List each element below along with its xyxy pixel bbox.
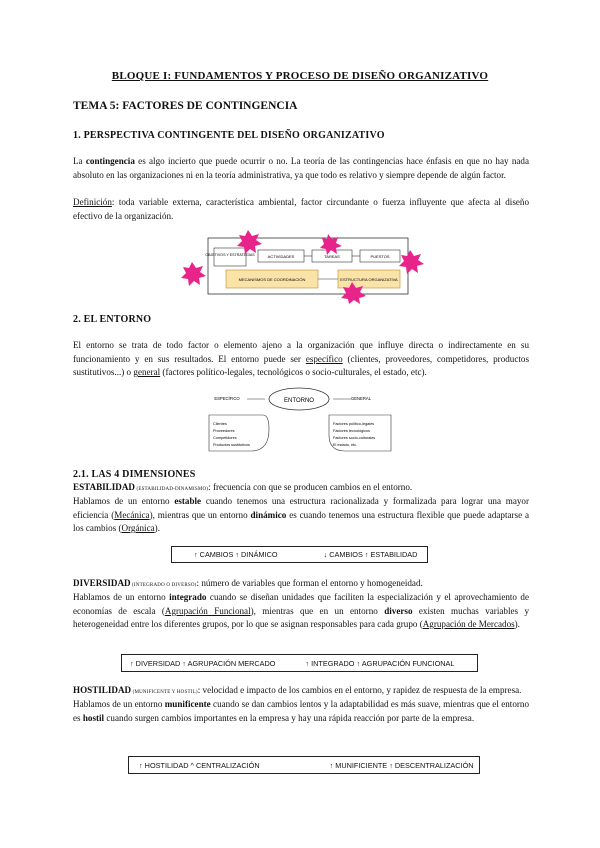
coordination-label: MECANISMOS DE COORDINACIÓN	[238, 277, 306, 282]
hostility-paragraph: Hablamos de un entorno munificente cuando se dan cambios lentos y la adaptabilidad es más suave, mientras que el entorno es hostil cuando surgen cambios importantes en la empresa y hay una rápida reacción por parte de la empresa.	[73, 699, 530, 723]
specific-item: Clientes	[213, 422, 227, 426]
block-title: BLOQUE I: FUNDAMENTOS Y PROCESO DE DISEÑO ORGANIZATIVO	[111, 70, 489, 82]
topic-heading: TEMA 5: FACTORES DE CONTINGENCIA	[73, 100, 298, 112]
specific-label: ESPECÍFICO	[214, 396, 240, 401]
specific-item: Productos sustitutivos	[213, 443, 250, 447]
hostility-centralization-text: ↑ HOSTILIDAD ^ CENTRALIZACIÓN	[139, 760, 260, 770]
general-item: Factores socio-culturales	[333, 436, 376, 440]
stability-dynamic-text: ↑ CAMBIOS ↑ DINÁMICO	[194, 550, 278, 559]
diversity-summary-box	[121, 654, 478, 672]
stability-stable-text: ↓ CAMBIOS ↑ ESTABILIDAD	[323, 550, 418, 559]
specific-item: Competidores	[213, 436, 237, 440]
objectives-label: OBJETIVOS Y ESTRATEGIAS	[205, 253, 255, 257]
section-2-1-heading: 2.1. LAS 4 DIMENSIONES	[73, 469, 196, 480]
diversity-functional-text: ↑ INTEGRADO ↑ AGRUPACIÓN FUNCIONAL	[305, 658, 455, 668]
positions-label: PUESTOS	[370, 254, 390, 259]
diversity-definition: DIVERSIDAD (INTEGRADO O DIVERSO): número de variables que forman el entorno y homogeneidad.	[73, 578, 423, 588]
specific-item: Proveedores	[213, 429, 235, 433]
structure-label: ESTRUCTURA ORGANIZATIVA	[340, 277, 398, 282]
diversity-paragraph: Hablamos de un entorno integrado cuando se diseñan unidades que faciliten la especialización y el aprovechamiento de economías de escala (Agrupación Funcional), mientras que en un entorno diverso existen muchas variables y heterogeneidad entre los diferentes grupos, por lo que se asignan responsables para cada grupo (Agrupación de Mercados).	[73, 592, 529, 630]
environment-paragraph: El entorno se trata de todo factor o elemento ajeno a la organización que influye directa o indirectamente en su funcionamiento y en sus resultados. El entorno puede ser específico (clientes, proveedores, competidores, productos sustitutivos...) o general (factores político-legales, tecnológicos o socio-culturales, el estado, etc).	[73, 340, 529, 378]
general-item: El estado, etc.	[333, 443, 358, 447]
activities-label: ACTIVIDADES	[267, 254, 295, 259]
hostility-definition: HOSTILIDAD (MUNIFICENTE Y HOSTIL): velocidad e impacto de los cambios en el entorno, y rapidez de respuesta de la empresa.	[73, 685, 522, 695]
hostility-decentralization-text: ↑ MUNIFICIENTE ↑ DESCENTRALIZACIÓN	[329, 760, 474, 770]
stability-summary-box	[171, 546, 428, 563]
contingency-paragraph: La contingencia es algo incierto que puede ocurrir o no. La teoría de las contingencias hace énfasis en que no hay nada absoluto en las organizaciones ni en la teoría administrativa, ya que todo es relativo y siempre depende de algún factor.	[73, 156, 529, 180]
contingency-diagram	[178, 228, 428, 304]
environment-diagram	[205, 385, 395, 455]
definition-paragraph: Definición: toda variable externa, característica ambiental, factor circundante o fuerza influyente que afecta al diseño efectivo de la organización.	[73, 197, 529, 221]
stability-paragraph: Hablamos de un entorno estable cuando tenemos una estructura racionalizada y formalizada para lograr una mayor eficiencia (Mecánica), mientras que un entorno dinámico es cuando tenemos una estructura flexible que puede adaptarse a los cambios (Orgánica).	[73, 496, 530, 534]
hostility-summary-box	[128, 756, 480, 774]
general-item: Factores tecnológicos	[333, 429, 370, 433]
diversity-market-text: ↑ DIVERSIDAD ↑ AGRUPACIÓN MERCADO	[130, 658, 276, 668]
general-label: GENERAL	[350, 396, 372, 401]
general-item: Factores político-legales	[333, 422, 375, 426]
stability-definition: ESTABILIDAD (ESTABILIDAD-DINAMISMO): frecuencia con que se producen cambios en el entorno.	[73, 482, 413, 492]
section-2-heading: 2. EL ENTORNO	[73, 314, 152, 325]
tasks-label: TAREAS	[324, 254, 340, 259]
environment-center-label: ENTORNO	[284, 398, 314, 404]
section-1-heading: 1. PERSPECTIVA CONTINGENTE DEL DISEÑO ORGANIZATIVO	[73, 130, 385, 141]
